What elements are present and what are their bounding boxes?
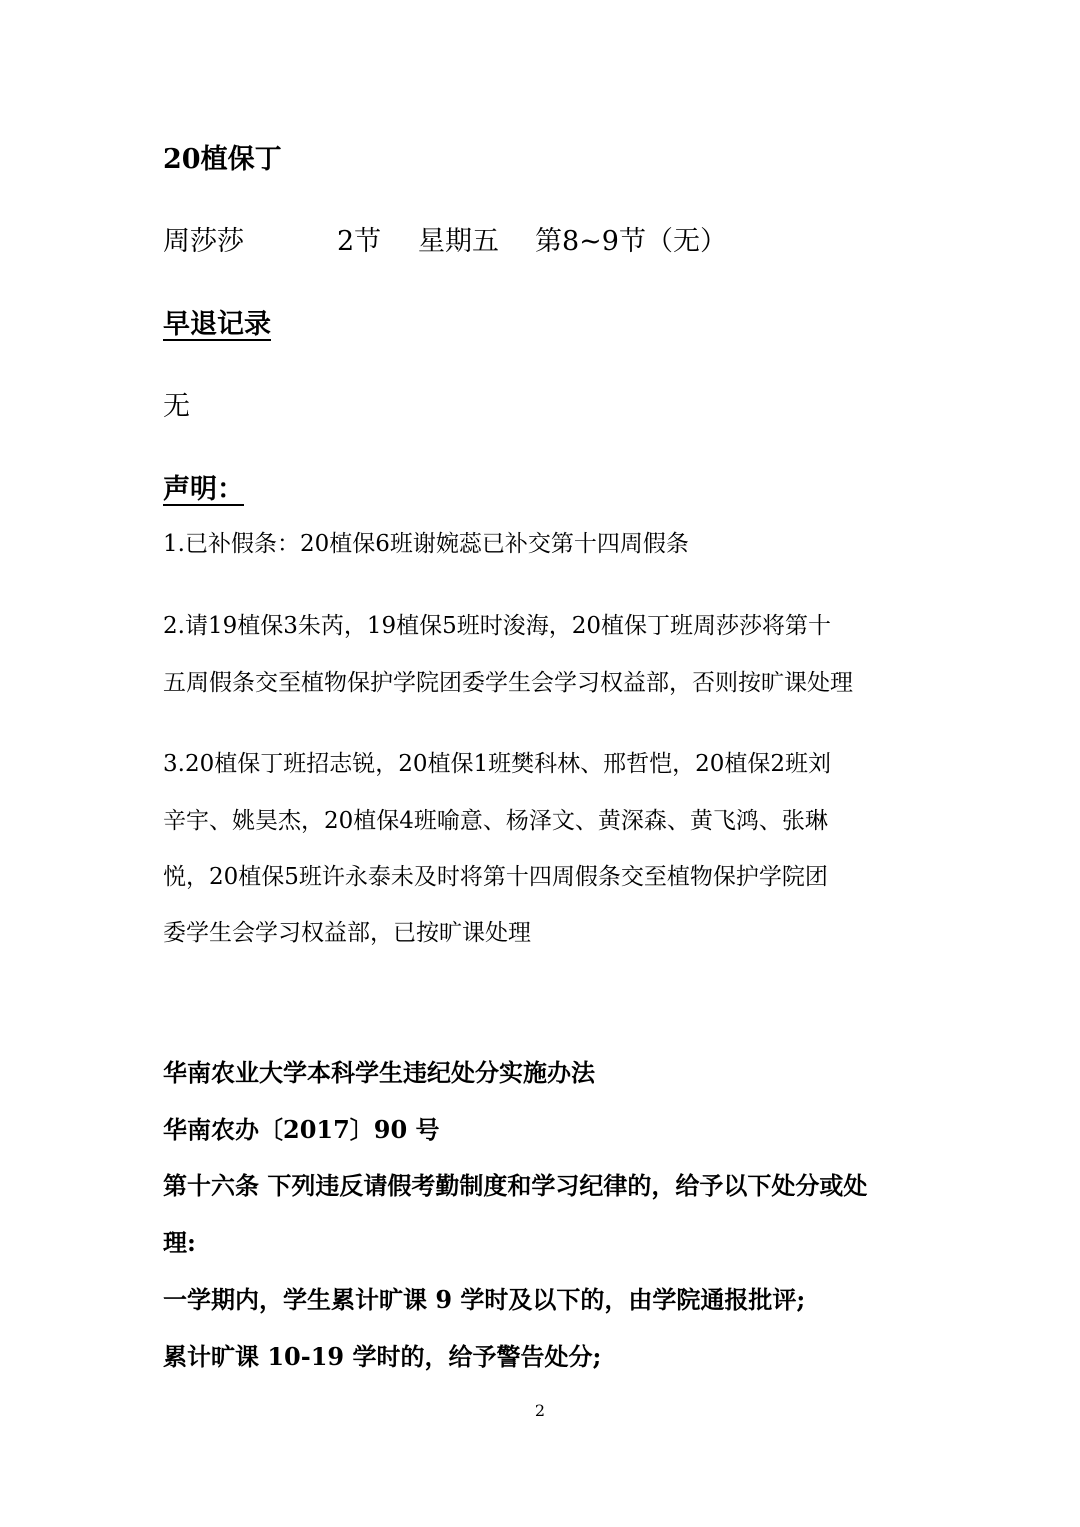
statement-item-2-line-2: 五周假条交至植物保护学院团委学生会学习权益部，否则按旷课处理 bbox=[163, 670, 853, 696]
statement-item-1: 1.已补假条：20植保6班谢婉蕊已补交第十四周假条 bbox=[163, 531, 689, 557]
regulation-rule-1: 一学期内，学生累计旷课 9 学时及以下的，由学院通报批评; bbox=[163, 1285, 806, 1314]
statement-item-3-line-3: 悦，20植保5班许永泰未及时将第十四周假条交至植物保护学院团 bbox=[163, 864, 828, 890]
statement-item-3-line-2: 辛宇、姚昊杰，20植保4班喻意、杨泽文、黄深森、黄飞鸿、张琳 bbox=[163, 808, 828, 834]
early-leave-heading: 早退记录 bbox=[163, 309, 271, 340]
regulation-doc-number: 华南农办〔2017〕90 号 bbox=[163, 1115, 440, 1144]
absence-periods: 2节 bbox=[337, 226, 382, 257]
early-leave-content: 无 bbox=[163, 391, 190, 422]
class-heading: 20植保丁 bbox=[163, 144, 282, 175]
absence-slot: 第8~9节（无） bbox=[535, 226, 727, 257]
statement-item-2-line-1: 2.请19植保3朱芮，19植保5班时浚海，20植保丁班周莎莎将第十 bbox=[163, 613, 832, 639]
regulation-rule-2: 累计旷课 10-19 学时的，给予警告处分; bbox=[163, 1342, 602, 1371]
regulation-article-line-1: 第十六条 下列违反请假考勤制度和学习纪律的，给予以下处分或处 bbox=[163, 1171, 868, 1200]
statement-heading: 声明： bbox=[163, 474, 244, 505]
page-number: 2 bbox=[534, 1401, 546, 1420]
absence-weekday: 星期五 bbox=[418, 226, 499, 257]
statement-item-3-line-4: 委学生会学习权益部，已按旷课处理 bbox=[163, 920, 531, 946]
statement-item-3-line-1: 3.20植保丁班招志锐，20植保1班樊科林、邢哲恺，20植保2班刘 bbox=[163, 751, 832, 777]
regulation-article-line-2: 理: bbox=[163, 1228, 196, 1257]
regulation-title: 华南农业大学本科学生违纪处分实施办法 bbox=[163, 1058, 595, 1087]
student-name: 周莎莎 bbox=[163, 226, 244, 257]
